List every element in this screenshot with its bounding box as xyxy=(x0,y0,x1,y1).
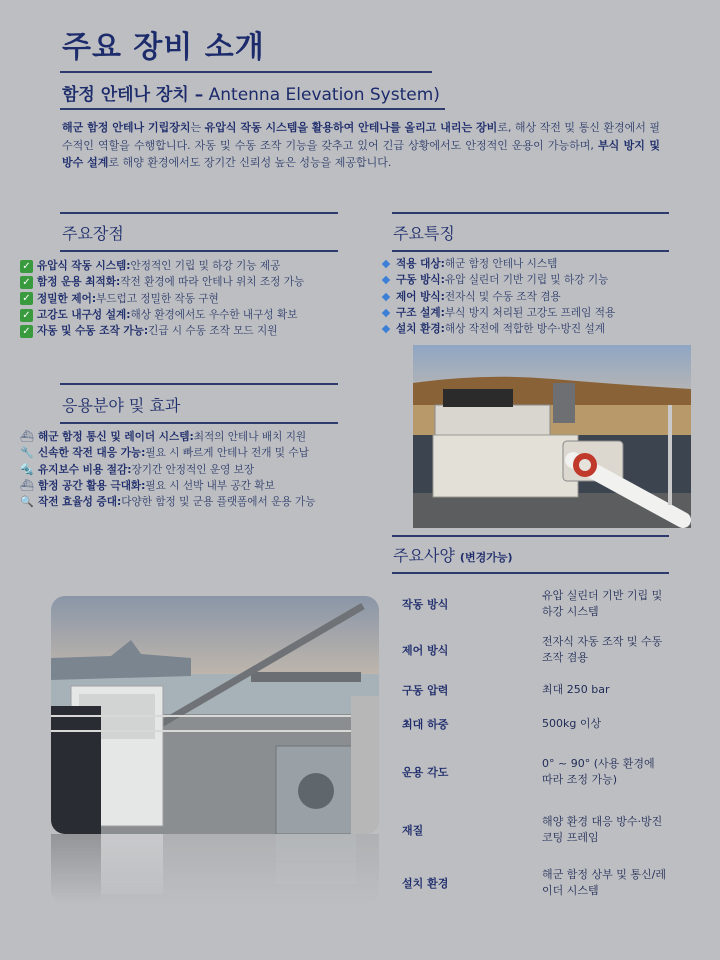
specs-bottom-rule xyxy=(392,572,669,574)
item-text: 해상 작전에 적합한 방수·방진 설계 xyxy=(444,323,605,336)
item-bold: 고강도 내구성 설계: xyxy=(37,308,131,321)
item-text: 해상 환경에서도 우수한 내구성 확보 xyxy=(130,308,298,321)
diamond-bullet-icon xyxy=(382,276,390,284)
item-bold: 작전 효율성 증대: xyxy=(38,496,122,509)
spec-value: 500kg 이상 xyxy=(542,717,602,730)
equipment-top-rule xyxy=(60,212,338,214)
item-bold: 함정 공간 활용 극대화: xyxy=(38,479,146,492)
item-text: 해군 함정 안테나 시스템 xyxy=(444,258,558,270)
list-item xyxy=(20,478,315,494)
item-text: 다양한 함정 및 군용 플랫폼에서 운용 가능 xyxy=(121,496,316,509)
item-text: 장기간 안정적인 운영 보장 xyxy=(131,463,255,476)
item-text: 필요 시 선박 내부 공간 확보 xyxy=(145,479,275,492)
item-text: 부식 방지 처리된 고강도 프레임 적용 xyxy=(444,306,616,319)
list-item xyxy=(20,429,315,445)
list-item xyxy=(20,462,315,478)
diamond-bullet-icon xyxy=(382,325,390,333)
diamond-bullet-icon xyxy=(382,309,390,317)
intro-bold-3: 부식 방지 및 방수 설계 xyxy=(62,138,660,169)
features-heading: 주요특징 xyxy=(393,224,455,243)
list-item xyxy=(380,289,615,305)
spec-key: 작동 방식 xyxy=(402,597,449,611)
item-text: 필요 시 빠르게 안테나 전개 및 수납 xyxy=(145,447,309,460)
subtitle-rest: Antenna Elevation System) xyxy=(203,85,440,105)
item-bold: 구조 설계: xyxy=(396,306,445,319)
features-bottom-rule xyxy=(392,250,669,252)
spec-key: 구동 압력 xyxy=(402,684,449,697)
list-item xyxy=(380,321,615,337)
specs-top-rule xyxy=(392,535,669,537)
specs-heading xyxy=(393,543,512,566)
ship-icon: ⛴ xyxy=(20,430,34,443)
item-bold: 설치 환경: xyxy=(396,323,445,336)
list-item xyxy=(20,258,304,274)
item-bold: 유지보수 비용 절감: xyxy=(38,463,132,476)
spec-key: 재질 xyxy=(402,824,424,837)
table-row xyxy=(392,580,667,627)
spec-value: 전자식 자동 조작 및 수동 조작 겸용 xyxy=(542,635,663,664)
item-text: 긴급 시 수동 조작 모드 지원 xyxy=(148,325,278,338)
item-bold: 해군 함정 통신 및 레이더 시스템: xyxy=(38,431,194,443)
page-subtitle xyxy=(62,80,440,105)
intro-text-2: 로, 해상 작전 및 통신 환경에서 필수적인 역할을 수행합니다. 자동 및 수동 조작 기능을 갖추고 있어 긴급 상황에서도 안정적인 운용이 가능하며, xyxy=(62,121,660,152)
spec-table xyxy=(392,580,667,909)
specs-title: 주요사양 xyxy=(393,546,455,565)
equipment-list xyxy=(20,258,304,339)
list-item xyxy=(20,445,315,461)
equipment-heading: 주요장점 xyxy=(62,224,124,243)
table-row xyxy=(392,803,667,857)
list-item xyxy=(380,256,615,272)
subtitle-divider xyxy=(60,108,445,110)
diamond-bullet-icon xyxy=(382,292,390,300)
ship-icon: ⛴ xyxy=(20,478,34,492)
spec-key: 운용 각도 xyxy=(402,766,449,779)
spec-key: 최대 하중 xyxy=(402,718,449,731)
wrench-icon: 🔩 xyxy=(20,462,34,476)
spec-value: 유압 실린더 기반 기립 및 하강 시스템 xyxy=(542,588,663,618)
subtitle-bold: 함정 안테나 장치 – xyxy=(62,85,204,105)
applications-top-rule xyxy=(60,383,338,385)
list-item xyxy=(20,291,304,307)
features-top-rule xyxy=(392,212,669,214)
check-icon: ✓ xyxy=(20,309,33,322)
check-icon: ✓ xyxy=(20,292,33,305)
list-item xyxy=(380,305,615,321)
applications-list xyxy=(20,429,315,510)
list-item xyxy=(20,494,315,510)
item-text: 부드럽고 정밀한 작동 구현 xyxy=(96,292,219,305)
intro-text-1: 는 xyxy=(190,121,205,134)
intro-bold-1: 해군 함정 안테나 기립장치 xyxy=(62,121,191,134)
intro-bold-2: 유압식 작동 시스템을 활용하여 안테나를 올리고 내리는 장비 xyxy=(204,121,498,134)
diamond-bullet-icon xyxy=(382,260,390,268)
list-item xyxy=(380,272,615,288)
wrench-icon: 🔧 xyxy=(20,446,34,460)
item-text: 최적의 안테나 배치 지원 xyxy=(193,431,307,443)
table-row xyxy=(392,673,667,707)
item-text: 유압 실린더 기반 기립 및 하강 기능 xyxy=(444,274,609,287)
check-icon: ✓ xyxy=(20,276,33,289)
item-bold: 신속한 작전 대응 가능: xyxy=(38,447,146,460)
list-item xyxy=(20,323,304,339)
list-item xyxy=(20,274,304,290)
item-bold: 정밀한 제어: xyxy=(37,292,97,305)
equipment-bottom-rule xyxy=(60,250,338,252)
spec-value: 최대 250 bar xyxy=(542,683,610,696)
spec-value: 해군 함정 상부 및 통신/레이더 시스템 xyxy=(542,868,666,897)
check-icon: ✓ xyxy=(20,325,33,338)
item-bold: 함정 운용 최적화: xyxy=(37,276,121,289)
page-title: 주요 장비 소개 xyxy=(62,30,265,65)
table-row xyxy=(392,741,667,803)
specs-note: (변경가능) xyxy=(459,551,513,564)
item-bold: 자동 및 수동 조작 가능: xyxy=(37,325,149,338)
table-row xyxy=(392,627,667,673)
magnifier-icon: 🔍 xyxy=(20,495,34,509)
antenna-unit-photo xyxy=(413,345,691,528)
item-bold: 제어 방식: xyxy=(396,290,445,303)
item-text: 작전 환경에 따라 안테나 위치 조정 가능 xyxy=(120,276,305,289)
table-row xyxy=(392,707,667,741)
title-divider xyxy=(60,71,432,73)
item-text: 안정적인 기립 및 하강 기능 제공 xyxy=(130,260,281,272)
ship-deck-photo-reflection xyxy=(51,834,379,904)
spec-key: 설치 환경 xyxy=(402,877,449,890)
applications-bottom-rule xyxy=(60,422,338,424)
intro-text-3: 로 해양 환경에서도 장기간 신뢰성 높은 성능을 제공합니다. xyxy=(108,156,392,169)
table-row xyxy=(392,857,667,909)
check-icon: ✓ xyxy=(20,260,33,273)
item-text: 전자식 및 수동 조작 겸용 xyxy=(444,290,561,303)
features-list xyxy=(380,256,615,337)
spec-key: 제어 방식 xyxy=(402,644,449,657)
spec-value: 해양 환경 대응 방수·방진 코팅 프레임 xyxy=(542,815,663,844)
item-bold: 적용 대상: xyxy=(396,258,445,270)
item-bold: 구동 방식: xyxy=(396,274,445,287)
list-item xyxy=(20,307,304,323)
applications-heading: 응용분야 및 효과 xyxy=(62,396,181,415)
spec-value: 0° ~ 90° (사용 환경에 따라 조정 가능) xyxy=(542,757,655,786)
item-bold: 유압식 작동 시스템: xyxy=(37,260,131,272)
ship-deck-photo xyxy=(51,596,379,834)
intro-paragraph xyxy=(62,119,660,172)
